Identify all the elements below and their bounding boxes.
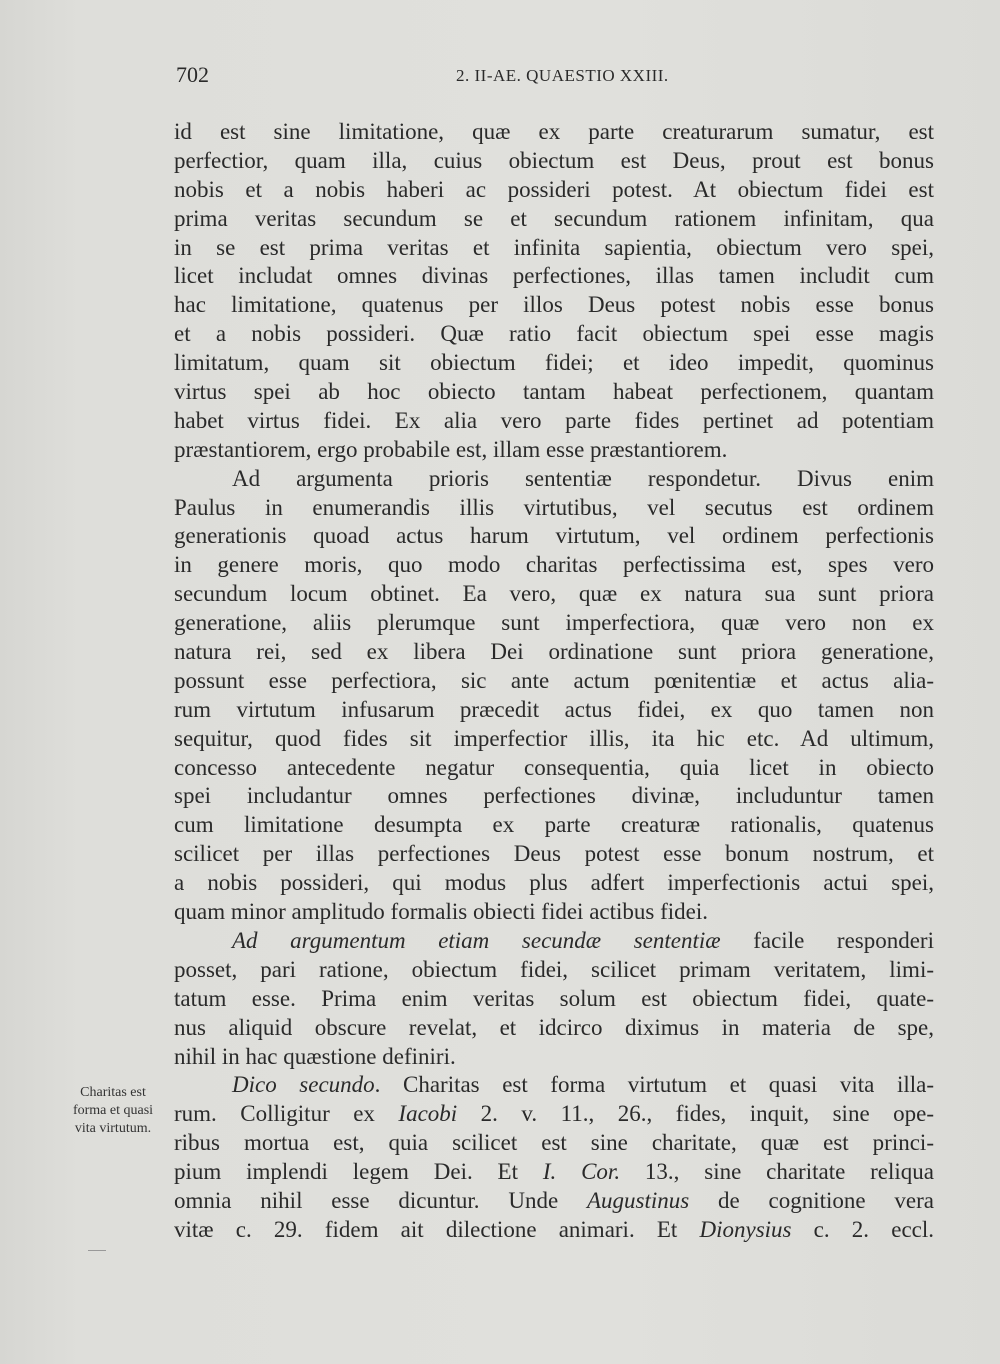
italic-phrase: Iacobi [398, 1101, 458, 1127]
text-line: in se est prima veritas et infinita sapientia, obiectum vero spei, [174, 234, 934, 260]
text-line: scilicet per illas perfectiones Deus potest esse bonum nostrum, et [174, 841, 934, 867]
italic-phrase: Augustinus [586, 1187, 690, 1213]
text-run: facile responderi [720, 927, 934, 953]
text-line: posset, pari ratione, obiectum fidei, scilicet primam veritatem, limi- [174, 956, 934, 982]
margin-note-line: forma et quasi [72, 1103, 154, 1118]
text-line: virtus spei ab hoc obiecto tantam habeat perfectionem, quantam [174, 379, 934, 405]
italic-phrase: Dionysius [699, 1216, 792, 1242]
text-line: licet includat omnes divinas perfectiones, illas tamen includit cum [174, 263, 934, 289]
text-run: c. 2. eccl. [791, 1216, 934, 1242]
text-run: pium implendi legem Dei. Et [174, 1159, 543, 1185]
text-line: et a nobis possideri. Quæ ratio facit obiectum spei esse magis [174, 321, 934, 347]
text-line: sequitur, quod fides sit imperfectior illis, ita hic etc. Ad ultimum, [174, 725, 934, 751]
text-line [174, 1187, 934, 1216]
text-line: nus aliquid obscure revelat, et idcirco diximus in materia de spe, [174, 1014, 934, 1040]
text-line: generationis quoad actus harum virtutum, vel ordinem perfectionis [174, 523, 934, 549]
text-line: limitatum, quam sit obiectum fidei; et ideo impedit, quominus [174, 350, 934, 376]
text-line: concesso antecedente negatur consequentia, quia licet in obiecto [174, 754, 934, 780]
page-header [176, 62, 936, 92]
text-run: omnia nihil esse dicuntur. Unde [174, 1187, 587, 1213]
text-line: prima veritas secundum se et secundum rationem infinitam, qua [174, 205, 934, 231]
text-line: secundum locum obtinet. Ea vero, quæ ex natura sua sunt priora [174, 581, 934, 607]
text-line: id est sine limitatione, quæ ex parte creaturarum sumatur, est [174, 119, 934, 144]
text-run: 2. v. 11., 26., fides, inquit, sine ope- [457, 1101, 934, 1127]
body-text [174, 118, 934, 1245]
italic-phrase: Dico secundo [232, 1072, 375, 1098]
text-line: Ad argumenta prioris sententiæ respondetur. Divus enim [232, 465, 934, 491]
text-line: nihil in hac quæstione definiri. [174, 1043, 456, 1069]
text-line: præstantiorem, ergo probabile est, illam esse præstantiorem. [174, 436, 728, 462]
text-line: generatione, aliis plerumque sunt imperfectiora, quæ vero non ex [174, 610, 934, 636]
text-run: vitæ c. 29. fidem ait dilectione animari. Et [174, 1216, 700, 1242]
page-number: 702 [176, 62, 209, 87]
text-line: quam minor amplitudo formalis obiecti fidei actibus fidei. [174, 899, 708, 925]
text-run: . Charitas est forma virtutum et quasi vita illa- [374, 1072, 934, 1098]
text-line [174, 927, 934, 956]
text-line: a nobis possideri, qui modus plus adfert imperfectionis actui spei, [174, 870, 934, 896]
margin-mark [88, 1250, 106, 1251]
text-line: habet virtus fidei. Ex alia vero parte fides pertinet ad potentiam [174, 407, 934, 433]
text-run: 13., sine charitate reliqua [620, 1159, 934, 1185]
text-line: spei includantur omnes perfectiones divinæ, includuntur tamen [174, 783, 934, 809]
italic-phrase: I. Cor. [542, 1159, 621, 1185]
text-line: natura rei, sed ex libera Dei ordinatione sunt priora generatione, [174, 639, 934, 665]
text-line [174, 1100, 934, 1129]
margin-note [54, 1084, 172, 1138]
text-line: nobis et a nobis haberi ac possideri potest. At obiectum fidei est [174, 176, 934, 202]
text-line: Paulus in enumerandis illis virtutibus, vel secutus est ordinem [174, 494, 934, 520]
text-line: ribus mortua est, quia scilicet est sine charitate, quæ est princi- [174, 1130, 934, 1156]
text-line [174, 1158, 934, 1187]
text-line: possunt esse perfectiora, sic ante actum pœnitentiæ et actus alia- [174, 667, 934, 693]
margin-note-line: vita virtutum. [74, 1121, 152, 1136]
margin-note-line: Charitas est [80, 1085, 146, 1100]
text-line: tatum esse. Prima enim veritas solum est obiectum fidei, quate- [174, 985, 934, 1011]
text-line: perfectior, quam illa, cuius obiectum est Deus, prout est bonus [174, 147, 934, 173]
text-line [174, 1071, 934, 1100]
text-line [174, 1216, 934, 1245]
text-line: rum virtutum infusarum præcedit actus fidei, ex quo tamen non [174, 696, 934, 722]
text-run: de cognitione vera [689, 1187, 934, 1213]
text-line: cum limitatione desumpta ex parte creaturæ rationalis, quatenus [174, 812, 934, 838]
italic-phrase: Ad argumentum etiam secundæ sententiæ [232, 927, 721, 953]
text-line: in genere moris, quo modo charitas perfectissima est, spes vero [174, 552, 934, 578]
text-line: hac limitatione, quatenus per illos Deus potest nobis esse bonus [174, 292, 934, 318]
text-run: rum. Colligitur ex [174, 1101, 399, 1127]
running-title: 2. II-AE. QUAESTIO XXIII. [456, 66, 669, 85]
